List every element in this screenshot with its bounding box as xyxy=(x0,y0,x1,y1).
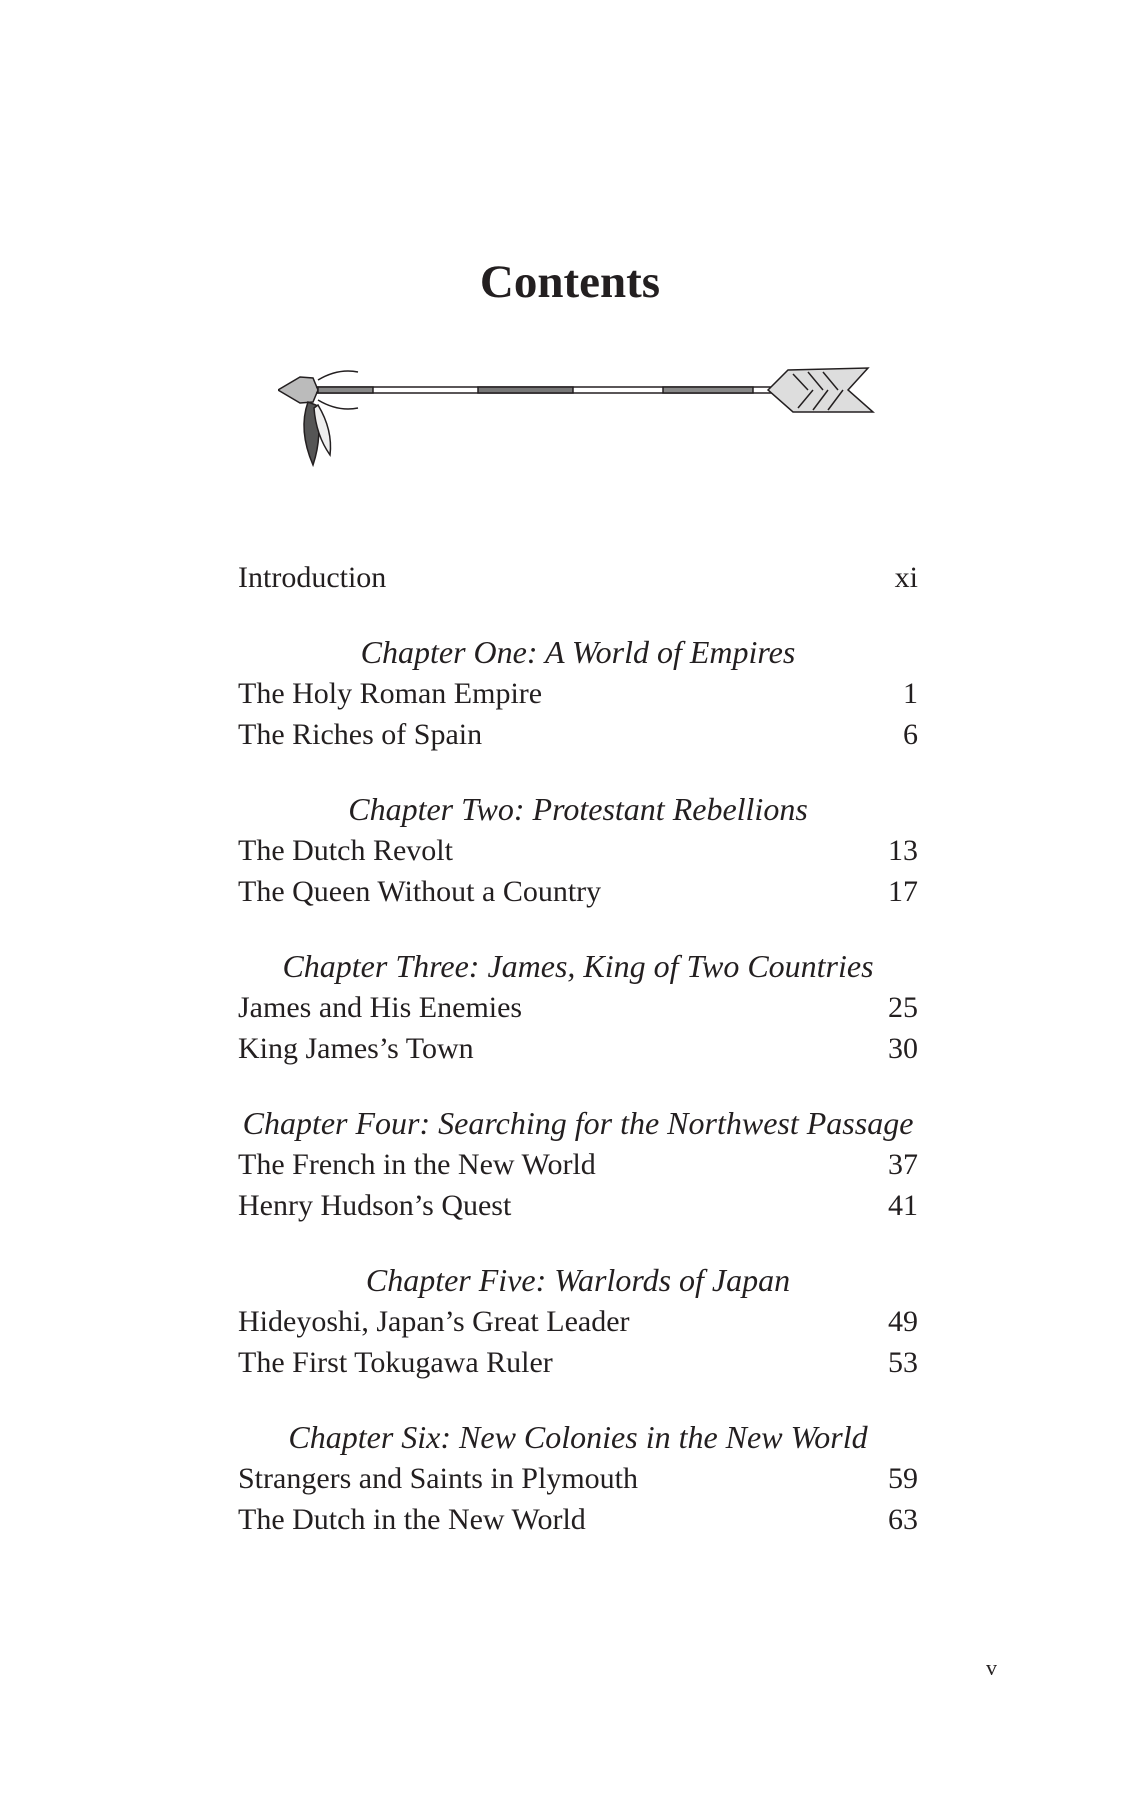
entry-page: xi xyxy=(894,561,918,594)
entry-page: 1 xyxy=(903,677,918,710)
entry-page: 37 xyxy=(888,1148,918,1181)
chapter-heading[interactable]: Chapter Six: New Colonies in the New World xyxy=(288,1419,868,1455)
entry-page: 41 xyxy=(888,1189,918,1222)
toc-entry[interactable] xyxy=(238,1185,918,1226)
toc-entry[interactable] xyxy=(238,987,918,1028)
toc-entry[interactable] xyxy=(238,1028,918,1069)
entry-page: 30 xyxy=(888,1032,918,1065)
entry-page: 6 xyxy=(903,718,918,751)
toc-entry[interactable] xyxy=(238,1342,918,1383)
chapter-heading[interactable]: Chapter One: A World of Empires xyxy=(360,634,796,670)
entry-page: 49 xyxy=(888,1305,918,1338)
arrow-ornament-icon xyxy=(278,360,878,470)
toc-entry[interactable] xyxy=(238,871,918,912)
entry-label: The Dutch Revolt xyxy=(238,834,453,867)
toc-entry[interactable] xyxy=(238,1144,918,1185)
entry-label: The Queen Without a Country xyxy=(238,875,602,908)
entry-label: Henry Hudson’s Quest xyxy=(238,1189,512,1222)
toc-entry-introduction[interactable] xyxy=(238,557,918,598)
chapter-section xyxy=(238,789,918,912)
page-title: Contents xyxy=(479,256,661,308)
page-number: v xyxy=(986,1655,997,1680)
toc-entry[interactable] xyxy=(238,714,918,755)
entry-page: 63 xyxy=(888,1503,918,1536)
entry-label: Hideyoshi, Japan’s Great Leader xyxy=(238,1305,630,1338)
chapter-heading[interactable]: Chapter Two: Protestant Rebellions xyxy=(348,791,808,827)
entry-page: 25 xyxy=(888,991,918,1024)
chapter-heading[interactable]: Chapter Four: Searching for the Northwest Passage xyxy=(242,1105,914,1141)
entry-label: The Holy Roman Empire xyxy=(238,677,543,710)
entry-page: 17 xyxy=(888,875,918,908)
entry-label: The French in the New World xyxy=(238,1148,596,1181)
entry-page: 59 xyxy=(888,1462,918,1495)
entry-page: 53 xyxy=(888,1346,918,1379)
chapter-section xyxy=(238,632,918,755)
toc-entry[interactable] xyxy=(238,1301,918,1342)
entry-label: The Riches of Spain xyxy=(238,718,483,751)
chapter-section xyxy=(238,1103,918,1226)
toc-entry[interactable] xyxy=(238,673,918,714)
entry-label: Strangers and Saints in Plymouth xyxy=(238,1462,638,1495)
chapter-heading[interactable]: Chapter Three: James, King of Two Countries xyxy=(282,948,874,984)
toc-entry[interactable] xyxy=(238,830,918,871)
entry-label: Introduction xyxy=(238,561,387,594)
entry-page: 13 xyxy=(888,834,918,867)
entry-label: The First Tokugawa Ruler xyxy=(238,1346,553,1379)
entry-label: King James’s Town xyxy=(238,1032,474,1065)
chapter-section xyxy=(238,1417,918,1540)
entry-label: The Dutch in the New World xyxy=(238,1503,586,1536)
chapter-section xyxy=(238,1260,918,1383)
chapter-section xyxy=(238,946,918,1069)
table-of-contents xyxy=(238,557,918,1540)
toc-entry[interactable] xyxy=(238,1499,918,1540)
chapter-heading[interactable]: Chapter Five: Warlords of Japan xyxy=(365,1262,791,1298)
toc-entry[interactable] xyxy=(238,1458,918,1499)
entry-label: James and His Enemies xyxy=(238,991,523,1024)
